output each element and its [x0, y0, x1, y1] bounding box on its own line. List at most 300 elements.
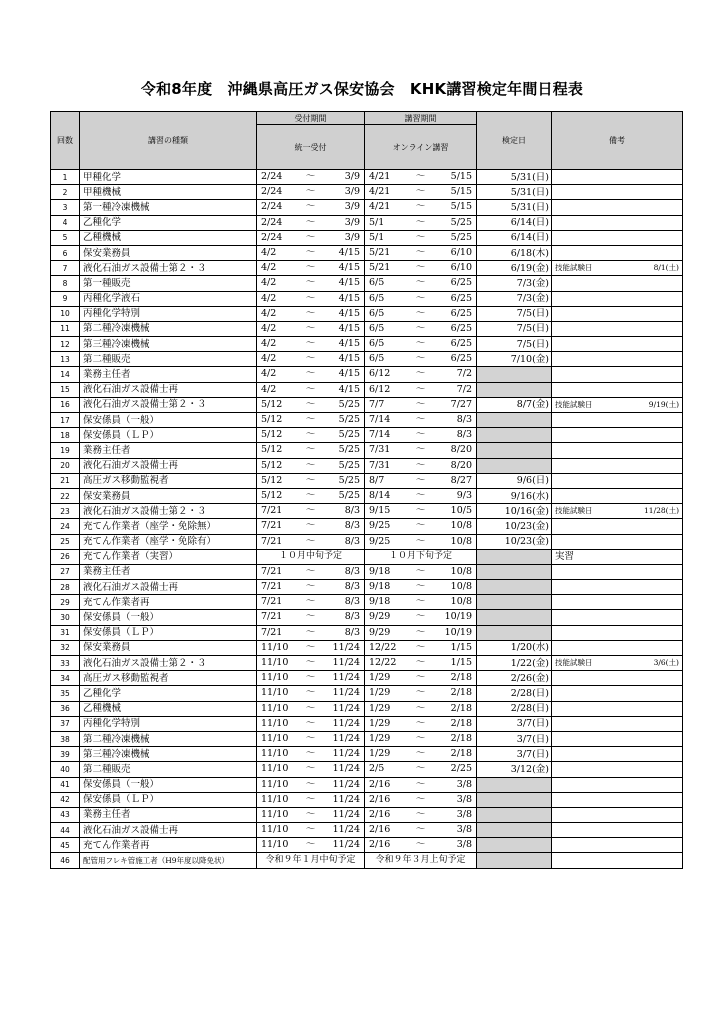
exam-date: 5/31(日): [477, 200, 552, 215]
header-no: 回数: [51, 112, 80, 170]
reception-start: 11/10: [261, 763, 289, 775]
reception-end: 8/3: [344, 535, 360, 547]
course-name: 甲種化学: [80, 170, 257, 185]
reception-end: 8/3: [344, 611, 360, 623]
course-period: [365, 230, 477, 245]
reception-start: 5/12: [261, 474, 283, 486]
course-period: [365, 306, 477, 321]
reception-end: 11/24: [332, 717, 360, 729]
table-row: [51, 261, 683, 276]
row-number: 27: [51, 564, 80, 579]
remarks: [552, 656, 683, 671]
range-tilde: ～: [415, 474, 426, 486]
range-tilde: ～: [415, 383, 426, 395]
course-name: 乙種化学: [80, 686, 257, 701]
range-tilde: ～: [415, 262, 426, 274]
course-period: [365, 731, 477, 746]
remarks-label: 技能試験日: [555, 506, 593, 516]
range-tilde: ～: [305, 216, 316, 228]
table-row: [51, 291, 683, 306]
range-tilde: ～: [305, 368, 316, 380]
remarks: [552, 306, 683, 321]
reception-end: 5/25: [338, 429, 360, 441]
table-row: [51, 230, 683, 245]
range-tilde: ～: [415, 338, 426, 350]
exam-date: 7/3(金): [477, 276, 552, 291]
remarks: [552, 367, 683, 382]
course-start: 4/21: [369, 186, 391, 198]
course-name: 第二種販売: [80, 352, 257, 367]
reception-end: 5/25: [338, 414, 360, 425]
reception-end: 11/24: [332, 778, 360, 790]
course-period: [365, 625, 477, 640]
course-name: 高圧ガス移動監視者: [80, 671, 257, 686]
row-number: 2: [51, 185, 80, 200]
reception-period: [257, 838, 365, 853]
course-name: 充てん作業者（実習）: [80, 549, 257, 564]
reception-start: 11/10: [261, 657, 289, 668]
range-tilde: ～: [305, 565, 316, 577]
reception-period: [257, 215, 365, 230]
range-tilde: ～: [305, 262, 316, 274]
header-course-period: 講習期間: [365, 112, 477, 125]
table-row: [51, 245, 683, 260]
course-start: 5/21: [369, 262, 391, 274]
remarks: [552, 337, 683, 352]
reception-end: 11/24: [332, 824, 360, 836]
reception-end: 3/9: [344, 231, 360, 243]
row-number: 31: [51, 625, 80, 640]
course-start: 7/31: [369, 459, 391, 471]
range-tilde: ～: [305, 672, 316, 684]
table-row: [51, 306, 683, 321]
remarks: [552, 747, 683, 762]
row-number: 21: [51, 473, 80, 488]
range-tilde: ～: [415, 839, 426, 851]
row-number: 10: [51, 306, 80, 321]
reception-end: 11/24: [332, 839, 360, 851]
remarks: [552, 686, 683, 701]
table-row: [51, 458, 683, 473]
exam-date: 3/7(日): [477, 747, 552, 762]
exam-date: 10/16(金): [477, 504, 552, 519]
skill-test-date: 3/6(土): [653, 658, 679, 667]
remarks: [552, 397, 683, 412]
row-number: 7: [51, 261, 80, 276]
course-start: 8/14: [369, 489, 391, 501]
range-tilde: ～: [305, 505, 316, 517]
course-start: 1/29: [369, 748, 391, 760]
table-row: [51, 200, 683, 215]
reception-period: [257, 291, 365, 306]
reception-period: [257, 595, 365, 610]
course-start: 9/29: [369, 626, 391, 638]
remarks-label: 技能試験日: [555, 263, 593, 273]
reception-period: [257, 823, 365, 838]
course-period: [365, 640, 477, 655]
range-tilde: ～: [305, 171, 316, 182]
remarks: [552, 519, 683, 534]
course-period: [365, 823, 477, 838]
range-tilde: ～: [305, 322, 316, 334]
table-row: [51, 215, 683, 230]
reception-end: 4/15: [338, 246, 360, 258]
reception-period: [257, 762, 365, 777]
range-tilde: ～: [415, 292, 426, 304]
range-tilde: ～: [305, 748, 316, 760]
row-number: 41: [51, 777, 80, 792]
course-period: [365, 519, 477, 534]
remarks: [552, 610, 683, 625]
remarks: [552, 230, 683, 245]
reception-period: [257, 807, 365, 822]
row-number: 9: [51, 291, 80, 306]
exam-date: 6/18(木): [477, 245, 552, 260]
range-tilde: ～: [305, 824, 316, 836]
exam-date: [477, 382, 552, 397]
reception-end: 4/15: [338, 292, 360, 304]
reception-period: [257, 488, 365, 503]
course-start: 9/29: [369, 611, 391, 623]
range-tilde: ～: [415, 201, 426, 213]
schedule-table: [50, 111, 683, 869]
course-period: [365, 458, 477, 473]
row-number: 42: [51, 792, 80, 807]
course-end: 1/15: [450, 641, 472, 653]
reception-start: 4/2: [261, 353, 277, 365]
reception-period: [257, 716, 365, 731]
course-end: 6/25: [450, 353, 472, 365]
reception-start: 7/21: [261, 505, 283, 517]
course-period: [365, 428, 477, 443]
course-name: 液化石油ガス設備士再: [80, 823, 257, 838]
exam-date: [477, 610, 552, 625]
course-start: 1/29: [369, 717, 391, 729]
row-number: 36: [51, 701, 80, 716]
remarks: [552, 473, 683, 488]
course-end: 8/3: [456, 414, 472, 425]
course-name: 保安係員（ＬＰ）: [80, 428, 257, 443]
course-period: [365, 807, 477, 822]
course-name: 保安業務員: [80, 488, 257, 503]
course-end: 2/18: [450, 702, 472, 714]
header-remarks: 備考: [552, 112, 683, 170]
course-start: 6/5: [369, 277, 385, 289]
remarks: [552, 458, 683, 473]
reception-period: [257, 230, 365, 245]
reception-start: 4/2: [261, 292, 277, 304]
reception-start: 7/21: [261, 520, 283, 532]
table-row: [51, 747, 683, 762]
exam-date: 7/5(日): [477, 321, 552, 336]
reception-start: 7/21: [261, 626, 283, 638]
table-body: [51, 170, 683, 869]
reception-start: 2/24: [261, 231, 283, 243]
row-number: 22: [51, 488, 80, 503]
reception-period: [257, 777, 365, 792]
remarks: [552, 261, 683, 276]
reception-end: 8/3: [344, 596, 360, 608]
remarks: [552, 580, 683, 595]
reception-period: [257, 397, 365, 412]
range-tilde: ～: [305, 535, 316, 547]
course-end: 3/8: [456, 778, 472, 790]
course-name: 保安係員（一般）: [80, 777, 257, 792]
course-name: 液化石油ガス設備士第２・３: [80, 261, 257, 276]
exam-date: 3/12(金): [477, 762, 552, 777]
course-end: 6/10: [450, 246, 472, 258]
course-end: 9/3: [456, 489, 472, 501]
skill-test-date: 11/28(土): [644, 506, 679, 516]
exam-date: [477, 853, 552, 868]
table-row: [51, 382, 683, 397]
course-end: 10/8: [450, 565, 472, 577]
course-name: 第一種冷凍機械: [80, 200, 257, 215]
header-course: 講習の種類: [80, 112, 257, 170]
course-start: 9/18: [369, 581, 391, 593]
table-row: [51, 276, 683, 291]
range-tilde: ～: [305, 277, 316, 289]
course-start: 2/16: [369, 808, 391, 820]
reception-period: [257, 276, 365, 291]
exam-date: 5/31(日): [477, 170, 552, 185]
course-period: [365, 261, 477, 276]
course-end: 6/10: [450, 262, 472, 274]
range-tilde: ～: [305, 596, 316, 608]
exam-date: 6/14(日): [477, 215, 552, 230]
course-name: 充てん作業者（座学・免除有）: [80, 534, 257, 549]
course-start: 12/22: [369, 641, 397, 653]
course-period: [365, 534, 477, 549]
exam-date: [477, 823, 552, 838]
course-name: 第三種冷凍機械: [80, 337, 257, 352]
exam-date: [477, 595, 552, 610]
course-name: 乙種機械: [80, 701, 257, 716]
reception-end: 4/15: [338, 383, 360, 395]
course-name: 保安係員（一般）: [80, 610, 257, 625]
reception-start: 5/12: [261, 414, 283, 425]
course-end: 2/18: [450, 748, 472, 760]
range-tilde: ～: [415, 778, 426, 790]
table-row: [51, 428, 683, 443]
course-end: 10/8: [450, 520, 472, 532]
remarks: [552, 488, 683, 503]
reception-end: 11/24: [332, 657, 360, 668]
reception-period: [257, 610, 365, 625]
range-tilde: ～: [415, 216, 426, 228]
course-end: 7/2: [456, 383, 472, 395]
remarks: 実習: [552, 549, 683, 564]
table-row: [51, 473, 683, 488]
reception-period: [257, 580, 365, 595]
reception-period: [257, 337, 365, 352]
course-period: [365, 488, 477, 503]
remarks: [552, 321, 683, 336]
course-end: 2/18: [450, 717, 472, 729]
course-name: 乙種機械: [80, 230, 257, 245]
remarks: [552, 625, 683, 640]
page-title: 令和8年度 沖縄県高圧ガス保安協会 KHK講習検定年間日程表: [140, 80, 584, 98]
reception-start: 11/10: [261, 717, 289, 729]
reception-end: 3/9: [344, 201, 360, 213]
remarks: [552, 731, 683, 746]
reception-period: [257, 428, 365, 443]
range-tilde: ～: [415, 277, 426, 289]
reception-period: [257, 504, 365, 519]
skill-test-date: 9/19(土): [648, 399, 679, 409]
exam-date: 9/16(水): [477, 488, 552, 503]
course-start: 1/29: [369, 732, 391, 744]
reception-start: 4/2: [261, 322, 277, 334]
range-tilde: ～: [415, 641, 426, 653]
reception-start: 5/12: [261, 459, 283, 471]
remarks: [552, 276, 683, 291]
course-period: [365, 443, 477, 458]
reception-start: 7/21: [261, 596, 283, 608]
remarks: [552, 170, 683, 185]
course-start: 9/18: [369, 565, 391, 577]
reception-period: [257, 352, 365, 367]
course-end: 2/18: [450, 672, 472, 684]
reception-end: 3/9: [344, 186, 360, 198]
course-name: 第二種販売: [80, 762, 257, 777]
range-tilde: ～: [305, 489, 316, 501]
course-name: 保安業務員: [80, 640, 257, 655]
reception-period: 令和９年１月中旬予定: [257, 853, 365, 868]
reception-period: [257, 671, 365, 686]
reception-start: 11/10: [261, 839, 289, 851]
course-end: 5/25: [450, 216, 472, 228]
course-start: 6/5: [369, 292, 385, 304]
reception-period: [257, 170, 365, 185]
reception-period: [257, 367, 365, 382]
row-number: 5: [51, 230, 80, 245]
row-number: 28: [51, 580, 80, 595]
reception-start: 11/10: [261, 748, 289, 760]
row-number: 15: [51, 382, 80, 397]
course-name: 甲種機械: [80, 185, 257, 200]
remarks: [552, 245, 683, 260]
exam-date: [477, 807, 552, 822]
course-period: [365, 200, 477, 215]
row-number: 20: [51, 458, 80, 473]
range-tilde: ～: [415, 808, 426, 820]
course-name: 丙種化学特別: [80, 306, 257, 321]
reception-end: 11/24: [332, 793, 360, 805]
exam-date: 7/5(日): [477, 337, 552, 352]
exam-date: 2/28(日): [477, 686, 552, 701]
reception-start: 4/2: [261, 383, 277, 395]
course-end: 10/19: [444, 626, 472, 638]
range-tilde: ～: [305, 459, 316, 471]
course-end: 6/25: [450, 277, 472, 289]
reception-end: 8/3: [344, 581, 360, 593]
table-row: [51, 185, 683, 200]
course-period: [365, 185, 477, 200]
course-name: 充てん作業者再: [80, 595, 257, 610]
exam-date: 1/20(水): [477, 640, 552, 655]
exam-date: 6/14(日): [477, 230, 552, 245]
remarks: [552, 504, 683, 519]
reception-end: 11/24: [332, 687, 360, 699]
course-period: １０月下旬予定: [365, 549, 477, 564]
exam-date: [477, 838, 552, 853]
row-number: 4: [51, 215, 80, 230]
range-tilde: ～: [415, 231, 426, 243]
table-row: [51, 488, 683, 503]
reception-period: [257, 306, 365, 321]
reception-start: 4/2: [261, 338, 277, 350]
exam-date: [477, 443, 552, 458]
course-end: 3/8: [456, 824, 472, 836]
row-number: 40: [51, 762, 80, 777]
table-row: [51, 701, 683, 716]
reception-start: 5/12: [261, 429, 283, 441]
reception-start: 4/2: [261, 277, 277, 289]
range-tilde: ～: [415, 505, 426, 517]
reception-start: 11/10: [261, 702, 289, 714]
reception-end: 3/9: [344, 171, 360, 182]
range-tilde: ～: [305, 383, 316, 395]
exam-date: [477, 428, 552, 443]
range-tilde: ～: [415, 535, 426, 547]
reception-start: 11/10: [261, 641, 289, 653]
course-end: 8/27: [450, 474, 472, 486]
row-number: 18: [51, 428, 80, 443]
reception-start: 2/24: [261, 171, 283, 182]
range-tilde: ～: [415, 368, 426, 380]
course-period: [365, 671, 477, 686]
table-row: [51, 625, 683, 640]
reception-end: 8/3: [344, 505, 360, 517]
exam-date: [477, 458, 552, 473]
course-period: [365, 610, 477, 625]
table-row: [51, 170, 683, 185]
table-row: [51, 580, 683, 595]
range-tilde: ～: [415, 702, 426, 714]
reception-end: 4/15: [338, 277, 360, 289]
exam-date: [477, 777, 552, 792]
reception-start: 7/21: [261, 611, 283, 623]
range-tilde: ～: [305, 611, 316, 623]
reception-period: [257, 564, 365, 579]
course-period: [365, 291, 477, 306]
remarks: [552, 428, 683, 443]
range-tilde: ～: [305, 231, 316, 243]
course-name: 乙種化学: [80, 215, 257, 230]
range-tilde: ～: [415, 793, 426, 805]
row-number: 8: [51, 276, 80, 291]
exam-date: 8/7(金): [477, 397, 552, 412]
range-tilde: ～: [415, 444, 426, 456]
reception-period: [257, 640, 365, 655]
course-name: 高圧ガス移動監視者: [80, 473, 257, 488]
remarks: [552, 823, 683, 838]
course-start: 8/7: [369, 474, 385, 486]
course-name: 丙種化学液石: [80, 291, 257, 306]
course-name: 液化石油ガス設備士再: [80, 458, 257, 473]
reception-start: 4/2: [261, 368, 277, 380]
remarks: [552, 534, 683, 549]
row-number: 46: [51, 853, 80, 868]
row-number: 35: [51, 686, 80, 701]
reception-end: 5/25: [338, 444, 360, 456]
course-period: [365, 777, 477, 792]
row-number: 44: [51, 823, 80, 838]
reception-period: [257, 534, 365, 549]
course-start: 9/25: [369, 520, 391, 532]
course-name: 保安業務員: [80, 245, 257, 260]
